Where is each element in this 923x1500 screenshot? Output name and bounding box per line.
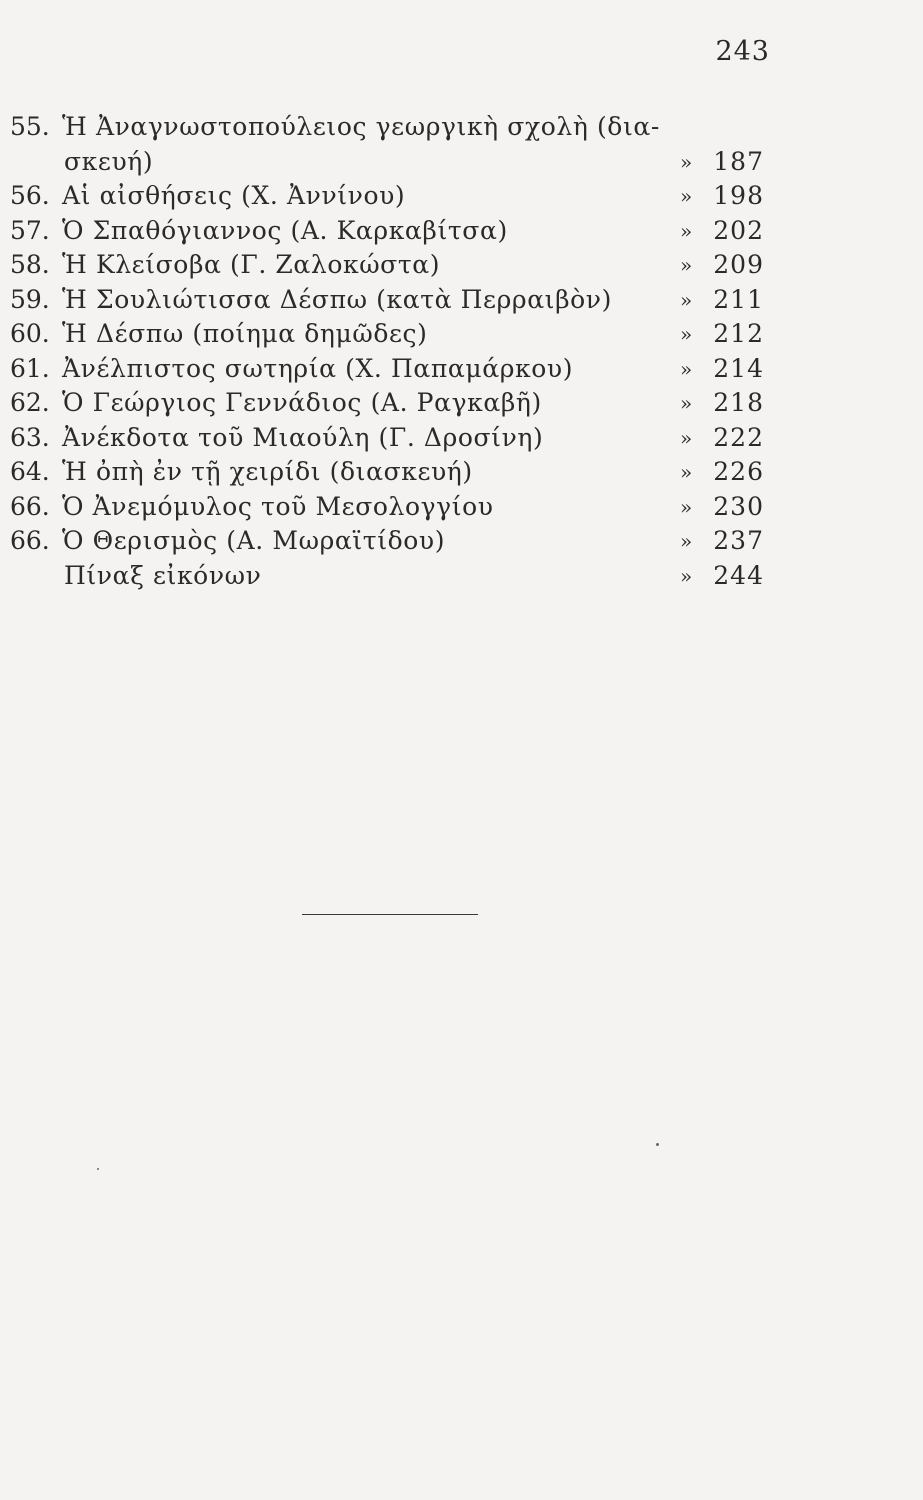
entry-page: 214 [713,353,764,383]
entry-page: 230 [713,491,764,521]
entry-title: Ἡ Ἀναγνωστοπούλειος γεωργικὴ σχολὴ (δια- [62,112,660,141]
entry-page: 226 [713,457,764,486]
toc-entry [0,421,923,456]
entry-title: Ὁ Ἀνεμόμυλος τοῦ Μεσολογγίου [62,491,494,521]
toc-entry [0,490,923,525]
entry-page: 211 [713,284,764,314]
entry-page: 218 [713,388,764,417]
entry-title: Ἡ Δέσπω (ποίημα δημῶδες) [62,319,428,348]
toc-entry [0,455,923,490]
entry-title: Ἡ ὀπὴ ἐν τῇ χειρίδι (διασκευή) [62,457,473,486]
entry-title: Ὁ Θερισμὸς (Α. Μωραϊτίδου) [62,526,446,555]
ditto-mark: » [680,184,693,208]
table-of-contents [0,110,923,593]
toc-entry [0,248,923,283]
ditto-mark: » [680,322,693,346]
entry-number: 61. [10,353,50,383]
ditto-mark: » [680,149,693,174]
ditto-mark: » [680,529,693,553]
entry-title: Ἡ Κλείσοβα (Γ. Ζαλοκώστα) [62,250,441,279]
ditto-mark: » [680,391,693,415]
entry-number: 60. [10,319,50,348]
entry-title: Αἱ αἰσθήσεις (Χ. Ἀννίνου) [62,181,406,210]
toc-entry [0,214,923,249]
entry-page: 212 [713,319,764,348]
toc-entry [0,352,923,387]
entry-title: Ὁ Γεώργιος Γεννάδιος (Α. Ραγκαβῆ) [62,388,542,417]
entry-number: 56. [10,181,50,210]
ditto-mark: » [680,356,693,381]
entry-page: 222 [713,422,764,452]
toc-entry [0,283,923,318]
toc-entry [0,386,923,421]
entry-number: 62. [10,388,50,417]
entry-page: 187 [713,146,764,176]
entry-title: Ἡ Σουλιώτισσα Δέσπω (κατὰ Περραιβὸν) [62,284,612,314]
entry-number: 66. [10,526,50,555]
toc-entry [0,524,923,559]
ditto-mark: » [680,460,693,484]
entry-title-continuation: σκευή) [64,146,154,176]
entry-title: Ἀνέλπιστος σωτηρία (Χ. Παπαμάρκου) [62,353,574,383]
entry-number: 55. [10,112,50,141]
ditto-mark: » [680,253,693,277]
entry-title: Ὁ Σπαθόγιαννος (Α. Καρκαβίτσα) [62,215,508,245]
entry-page: 244 [713,560,764,590]
entry-page: 198 [713,181,764,210]
toc-entry [0,559,923,594]
entry-title: Ἀνέκδοτα τοῦ Μιαούλη (Γ. Δροσίνη) [62,422,544,452]
end-of-section-rule [302,914,478,915]
ditto-mark: » [680,218,693,243]
toc-entry [0,317,923,352]
entry-number: 57. [10,215,50,245]
entry-number: 59. [10,284,50,314]
ditto-mark: » [680,425,693,450]
paper-speck [656,1143,659,1146]
toc-entry [0,110,923,145]
ditto-mark: » [680,287,693,312]
toc-entry [0,145,923,180]
entry-page: 202 [713,215,764,245]
paper-speck [97,1168,99,1170]
entry-page: 237 [713,526,764,555]
entry-page: 209 [713,250,764,279]
entry-number: 64. [10,457,50,486]
page-number: 243 [715,36,770,67]
entry-number: 63. [10,422,50,452]
entry-number: 58. [10,250,50,279]
entry-title: Πίναξ εἰκόνων [64,560,262,590]
ditto-mark: » [680,494,693,519]
ditto-mark: » [680,563,693,588]
entry-number: 66. [10,491,50,521]
toc-entry [0,179,923,214]
